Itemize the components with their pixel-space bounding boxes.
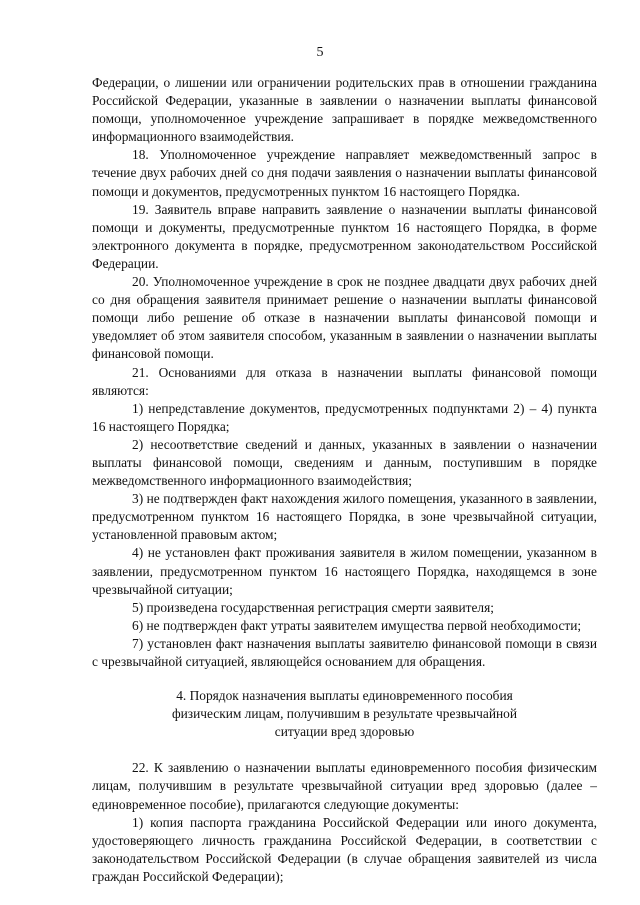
paragraph-22-item-1: 1) копия паспорта гражданина Российской Федерации или иного документа, удостоверяющего личность гражданина Российской Федерации, в соответствии с законодательством Российской Федерации (в случае обращения заявителей из числа граждан Российской Федерации); [92,814,597,884]
paragraph-21-item-2: 2) несоответствие сведений и данных, указанных в заявлении о назначении выплаты финансовой помощи, сведениям и данным, поступившим в порядке межведомственного информационного взаимодействия; [92,436,597,489]
paragraph-21: 21. Основаниями для отказа в назначении выплаты финансовой помощи являются: [92,364,597,398]
paragraph-19: 19. Заявитель вправе направить заявление о назначении выплаты финансовой помощи и документы, предусмотренные пунктом 16 настоящего Порядка, в форме электронного документа в порядке, предусмотренном законодательством Российской Федерации. [92,201,597,271]
paragraph-21-item-3: 3) не подтвержден факт нахождения жилого помещения, указанного в заявлении, предусмотренном пунктом 16 настоящего Порядка, в зоне чрезвычайной ситуации, установленной правовым актом; [92,491,597,543]
paragraph-21-item-4: 4) не установлен факт проживания заявителя в жилом помещении, указанном в заявлении, предусмотренном пунктом 16 настоящего Порядка, находящемся в зоне чрезвычайной ситуации; [92,545,597,597]
document-body [92,74,597,886]
paragraph-22: 22. К заявлению о назначении выплаты единовременного пособия физическим лицам, получившим в результате чрезвычайной ситуации вред здоровью (далее – единовременное пособие), прилагаются следующие документы: [92,760,597,812]
paragraph-continuation: Федерации, о лишении или ограничении родительских прав в отношении гражданина Российской Федерации, указанные в заявлении о назначении выплаты финансовой помощи, уполномоченное учреждение запрашивает в порядке межведомственного информационного взаимодействия. [92,75,597,145]
section-heading [92,687,597,741]
paragraph-20: 20. Уполномоченное учреждение в срок не позднее двадцати двух рабочих дней со дня обращения заявителя принимает решение о назначении выплаты финансовой помощи либо решение об отказе в назначении выплаты финансовой помощи и уведомляет об этом заявителя способом, указанным в заявлении о назначении выплаты финансовой помощи. [92,274,597,362]
page-number: 5 [316,45,324,60]
paragraph-21-item-7: 7) установлен факт назначения выплаты заявителю финансовой помощи в связи с чрезвычайной ситуацией, являющейся основанием для обращения. [92,635,597,669]
paragraph-18: 18. Уполномоченное учреждение направляет межведомственный запрос в течение двух рабочих дней со дня подачи заявления о назначении выплаты финансовой помощи и документов, предусмотренных пунктом 16 настоящего Порядка. [92,147,597,199]
section-heading-line-2: физическим лицам, получившим в результате чрезвычайной [171,706,518,722]
paragraph-21-item-6: 6) не подтвержден факт утраты заявителем имущества первой необходимости; [132,617,582,633]
paragraph-21-item-1: 1) непредставление документов, предусмотренных подпунктами 2) – 4) пункта 16 настоящего Порядка; [92,400,597,434]
section-heading-line-1: 4. Порядок назначения выплаты единовременного пособия [176,688,513,704]
paragraph-21-item-5: 5) произведена государственная регистрация смерти заявителя; [132,599,494,615]
section-heading-line-3: ситуации вред здоровью [274,724,415,740]
section-4-body [92,759,597,886]
